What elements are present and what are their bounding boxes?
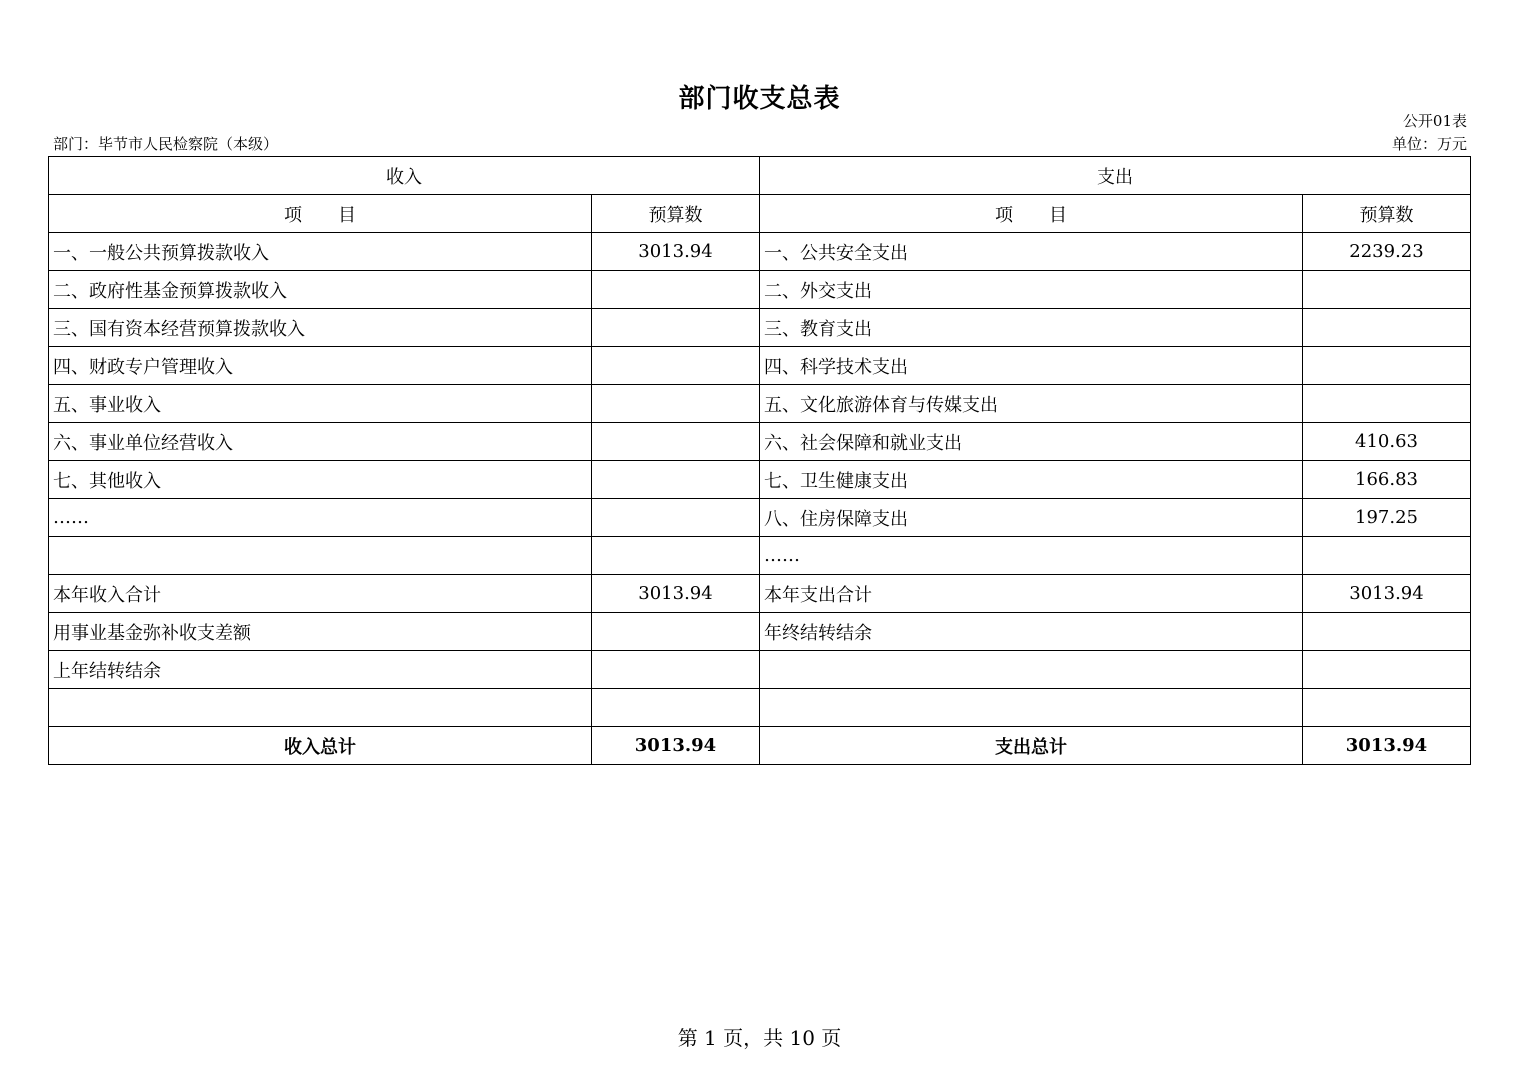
expense-item-cell: ……	[760, 537, 1303, 575]
income-item-cell: 五、事业收入	[49, 385, 592, 423]
income-amount-cell	[592, 651, 760, 689]
expense-amount-cell	[1303, 385, 1471, 423]
form-number: 公开01表	[1402, 112, 1467, 130]
income-section-header: 收入	[49, 157, 760, 195]
expense-total-label: 支出总计	[760, 727, 1303, 765]
table-row	[49, 613, 1471, 651]
income-amount-cell: 3013.94	[592, 233, 760, 271]
expense-item-cell	[760, 651, 1303, 689]
income-item-cell	[49, 537, 592, 575]
table-row	[49, 499, 1471, 537]
page-footer: 第 1 页，共 10 页	[677, 1026, 842, 1050]
income-amount-cell	[592, 309, 760, 347]
table-row	[49, 309, 1471, 347]
expense-item-cell: 二、外交支出	[760, 271, 1303, 309]
income-amount-cell	[592, 271, 760, 309]
income-amount-cell	[592, 537, 760, 575]
total-row	[49, 727, 1471, 765]
income-amount-cell	[592, 347, 760, 385]
income-budget-header: 预算数	[592, 195, 760, 233]
income-amount-cell	[592, 613, 760, 651]
expense-amount-cell: 410.63	[1303, 423, 1471, 461]
income-item-cell: 七、其他收入	[49, 461, 592, 499]
income-item-cell: 三、国有资本经营预算拨款收入	[49, 309, 592, 347]
income-item-cell: 二、政府性基金预算拨款收入	[49, 271, 592, 309]
expense-total-amount: 3013.94	[1303, 727, 1471, 765]
table-row	[49, 233, 1471, 271]
expense-item-cell: 本年支出合计	[760, 575, 1303, 613]
table-row	[49, 347, 1471, 385]
income-item-cell: 用事业基金弥补收支差额	[49, 613, 592, 651]
table-body	[49, 233, 1471, 727]
income-item-cell: 四、财政专户管理收入	[49, 347, 592, 385]
expense-amount-cell	[1303, 309, 1471, 347]
income-total-amount: 3013.94	[592, 727, 760, 765]
expense-amount-cell: 2239.23	[1303, 233, 1471, 271]
table-row	[49, 689, 1471, 727]
income-amount-cell: 3013.94	[592, 575, 760, 613]
expense-item-cell: 三、教育支出	[760, 309, 1303, 347]
expense-amount-cell: 166.83	[1303, 461, 1471, 499]
expense-section-header: 支出	[760, 157, 1471, 195]
table-row	[49, 575, 1471, 613]
expense-amount-cell: 197.25	[1303, 499, 1471, 537]
expense-item-cell: 四、科学技术支出	[760, 347, 1303, 385]
expense-item-header: 项 目	[760, 195, 1303, 233]
expense-item-cell: 七、卫生健康支出	[760, 461, 1303, 499]
income-amount-cell	[592, 689, 760, 727]
expense-amount-cell	[1303, 689, 1471, 727]
section-header-row	[49, 157, 1471, 195]
expense-item-cell: 五、文化旅游体育与传媒支出	[760, 385, 1303, 423]
table-row	[49, 537, 1471, 575]
expense-amount-cell	[1303, 271, 1471, 309]
table-row	[49, 461, 1471, 499]
table-row	[49, 271, 1471, 309]
expense-budget-header: 预算数	[1303, 195, 1471, 233]
income-item-cell: 本年收入合计	[49, 575, 592, 613]
income-item-cell	[49, 689, 592, 727]
income-total-label: 收入总计	[49, 727, 592, 765]
expense-item-cell: 年终结转结余	[760, 613, 1303, 651]
unit-label: 单位：万元	[1391, 135, 1467, 153]
column-header-row	[49, 195, 1471, 233]
income-item-header: 项 目	[49, 195, 592, 233]
income-item-cell: 六、事业单位经营收入	[49, 423, 592, 461]
page-title: 部门收支总表	[678, 84, 841, 114]
expense-amount-cell	[1303, 613, 1471, 651]
expense-item-cell	[760, 689, 1303, 727]
income-item-cell: 一、一般公共预算拨款收入	[49, 233, 592, 271]
table-row	[49, 651, 1471, 689]
table-row	[49, 423, 1471, 461]
department-label: 部门：毕节市人民检察院（本级）	[53, 135, 279, 153]
expense-item-cell: 一、公共安全支出	[760, 233, 1303, 271]
income-amount-cell	[592, 499, 760, 537]
income-amount-cell	[592, 461, 760, 499]
expense-item-cell: 六、社会保障和就业支出	[760, 423, 1303, 461]
expense-amount-cell	[1303, 537, 1471, 575]
expense-amount-cell	[1303, 651, 1471, 689]
expense-amount-cell	[1303, 347, 1471, 385]
income-item-cell: 上年结转结余	[49, 651, 592, 689]
income-amount-cell	[592, 423, 760, 461]
budget-summary-table	[48, 156, 1471, 765]
expense-amount-cell: 3013.94	[1303, 575, 1471, 613]
income-amount-cell	[592, 385, 760, 423]
income-item-cell: ……	[49, 499, 592, 537]
table-row	[49, 385, 1471, 423]
expense-item-cell: 八、住房保障支出	[760, 499, 1303, 537]
